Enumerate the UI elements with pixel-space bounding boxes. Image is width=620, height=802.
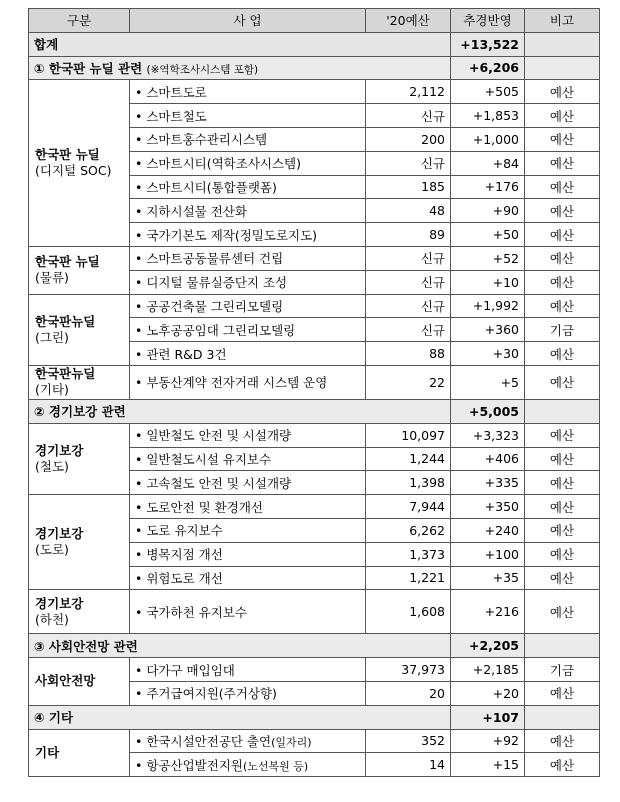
budget-value: 88: [366, 342, 451, 366]
budget-value: 10,097: [366, 423, 451, 447]
supplement-value: +5: [451, 365, 525, 399]
header-project: 사 업: [130, 9, 366, 33]
supplement-value: +350: [451, 495, 525, 519]
budget-value: 14: [366, 753, 451, 777]
note-value: 예산: [525, 518, 600, 542]
project-name: • 항공산업발전지원(노선복원 등): [130, 753, 366, 777]
budget-value: 1,373: [366, 542, 451, 566]
section-label: ② 경기보강 관련: [29, 399, 451, 423]
section-label: ③ 사회안전망 관련: [29, 634, 451, 658]
note-value: 예산: [525, 495, 600, 519]
supplement-value: +84: [451, 151, 525, 175]
note-value: 기금: [525, 658, 600, 682]
supplement-value: +1,000: [451, 127, 525, 151]
supplement-value: +35: [451, 566, 525, 590]
supplement-value: +92: [451, 729, 525, 753]
header-row: [29, 9, 600, 33]
group-cell: 한국판 뉴딜 (디지털 SOC): [29, 80, 130, 247]
budget-value: 신규: [366, 270, 451, 294]
table-row: [29, 246, 600, 270]
section-row: [29, 634, 600, 658]
project-name: • 노후공공임대 그린리모델링: [130, 318, 366, 342]
supplement-value: +406: [451, 447, 525, 471]
table-row: [29, 80, 600, 104]
group-cell: 사회안전망: [29, 658, 130, 706]
note-value: 예산: [525, 270, 600, 294]
group-cell: 경기보강 (도로): [29, 495, 130, 590]
project-name: • 공공건축물 그린리모델링: [130, 294, 366, 318]
group-cell: 경기보강 (철도): [29, 423, 130, 494]
note-value: 예산: [525, 223, 600, 247]
budget-value: 신규: [366, 104, 451, 128]
budget-value: 7,944: [366, 495, 451, 519]
budget-value: 89: [366, 223, 451, 247]
table-row: [29, 495, 600, 519]
budget-value: 1,221: [366, 566, 451, 590]
total-label: 합계: [29, 32, 451, 56]
project-name: • 스마트홍수관리시스템: [130, 127, 366, 151]
table-row: [29, 729, 600, 753]
supplement-value: +15: [451, 753, 525, 777]
supplement-value: +10: [451, 270, 525, 294]
supplement-value: +2,185: [451, 658, 525, 682]
supplement-value: +52: [451, 246, 525, 270]
supplement-value: +30: [451, 342, 525, 366]
total-supplement: +13,522: [451, 32, 525, 56]
note-value: 예산: [525, 423, 600, 447]
supplement-value: +50: [451, 223, 525, 247]
table-row: [29, 294, 600, 318]
budget-value: 48: [366, 199, 451, 223]
note-value: 예산: [525, 104, 600, 128]
group-cell: 한국판뉴딜 (기타): [29, 365, 130, 399]
supplement-value: +100: [451, 542, 525, 566]
header-category: 구분: [29, 9, 130, 33]
supplement-value: +216: [451, 590, 525, 634]
note-value: 예산: [525, 175, 600, 199]
group-cell: 기타: [29, 729, 130, 777]
section-supplement: +2,205: [451, 634, 525, 658]
project-name: • 다가구 매입임대: [130, 658, 366, 682]
section-supplement: +5,005: [451, 399, 525, 423]
project-name: • 일반철도 안전 및 시설개량: [130, 423, 366, 447]
supplement-value: +1,992: [451, 294, 525, 318]
project-name: • 스마트공동물류센터 건립: [130, 246, 366, 270]
table-row: [29, 365, 600, 399]
note-value: 예산: [525, 447, 600, 471]
section-supplement: +6,206: [451, 56, 525, 80]
supplement-value: +20: [451, 681, 525, 705]
project-name: • 도로안전 및 환경개선: [130, 495, 366, 519]
section-supplement: +107: [451, 705, 525, 729]
note-value: 예산: [525, 471, 600, 495]
project-name: • 지하시설물 전산화: [130, 199, 366, 223]
header-budget: '20예산: [366, 9, 451, 33]
project-name: • 부동산계약 전자거래 시스템 운영: [130, 365, 366, 399]
budget-value: 200: [366, 127, 451, 151]
section-row: [29, 399, 600, 423]
note-value: 예산: [525, 151, 600, 175]
table-row: [29, 590, 600, 634]
note-value: 예산: [525, 294, 600, 318]
project-name: • 스마트시티(통합플랫폼): [130, 175, 366, 199]
supplement-value: +335: [451, 471, 525, 495]
project-name: • 주거급여지원(주거상향): [130, 681, 366, 705]
section-label: ① 한국판 뉴딜 관련 (※역학조사시스템 포함): [29, 56, 451, 80]
supplement-value: +360: [451, 318, 525, 342]
project-name: • 고속철도 안전 및 시설개량: [130, 471, 366, 495]
note-value: 예산: [525, 566, 600, 590]
header-note: 비고: [525, 9, 600, 33]
note-value: 예산: [525, 80, 600, 104]
budget-value: 1,244: [366, 447, 451, 471]
table-row: [29, 658, 600, 682]
section-row: [29, 56, 600, 80]
supplement-value: +176: [451, 175, 525, 199]
budget-value: 신규: [366, 246, 451, 270]
budget-value: 352: [366, 729, 451, 753]
project-name: • 국가기본도 제작(정밀도로지도): [130, 223, 366, 247]
budget-table: [28, 8, 600, 777]
supplement-value: +240: [451, 518, 525, 542]
note-value: 예산: [525, 681, 600, 705]
supplement-value: +90: [451, 199, 525, 223]
project-name: • 스마트시티(역학조사시스템): [130, 151, 366, 175]
budget-value: 185: [366, 175, 451, 199]
budget-value: 20: [366, 681, 451, 705]
group-cell: 한국판뉴딜 (그린): [29, 294, 130, 365]
note-value: 예산: [525, 753, 600, 777]
supplement-value: +3,323: [451, 423, 525, 447]
section-row: [29, 705, 600, 729]
budget-value: 22: [366, 365, 451, 399]
project-name: • 한국시설안전공단 출연(일자리): [130, 729, 366, 753]
budget-value: 2,112: [366, 80, 451, 104]
total-row: [29, 32, 600, 56]
project-name: • 디지털 물류실증단지 조성: [130, 270, 366, 294]
section-label: ④ 기타: [29, 705, 451, 729]
project-name: • 국가하천 유지보수: [130, 590, 366, 634]
note-value: 예산: [525, 246, 600, 270]
group-cell: 한국판 뉴딜 (물류): [29, 246, 130, 294]
note-value: 예산: [525, 729, 600, 753]
project-name: • 병목지점 개선: [130, 542, 366, 566]
project-name: • 관련 R&D 3건: [130, 342, 366, 366]
note-value: 예산: [525, 199, 600, 223]
supplement-value: +505: [451, 80, 525, 104]
budget-value: 37,973: [366, 658, 451, 682]
project-name: • 스마트도로: [130, 80, 366, 104]
group-cell: 경기보강 (하천): [29, 590, 130, 634]
note-value: 예산: [525, 542, 600, 566]
note-value: 예산: [525, 365, 600, 399]
project-name: • 스마트철도: [130, 104, 366, 128]
note-value: 기금: [525, 318, 600, 342]
budget-value: 6,262: [366, 518, 451, 542]
note-value: 예산: [525, 342, 600, 366]
budget-value: 신규: [366, 294, 451, 318]
budget-value: 1,608: [366, 590, 451, 634]
table-row: [29, 423, 600, 447]
project-name: • 일반철도시설 유지보수: [130, 447, 366, 471]
budget-value: 신규: [366, 318, 451, 342]
note-value: 예산: [525, 590, 600, 634]
project-name: • 위험도로 개선: [130, 566, 366, 590]
budget-value: 1,398: [366, 471, 451, 495]
header-supplement: 추경반영: [451, 9, 525, 33]
project-name: • 도로 유지보수: [130, 518, 366, 542]
supplement-value: +1,853: [451, 104, 525, 128]
budget-value: 신규: [366, 151, 451, 175]
note-value: 예산: [525, 127, 600, 151]
